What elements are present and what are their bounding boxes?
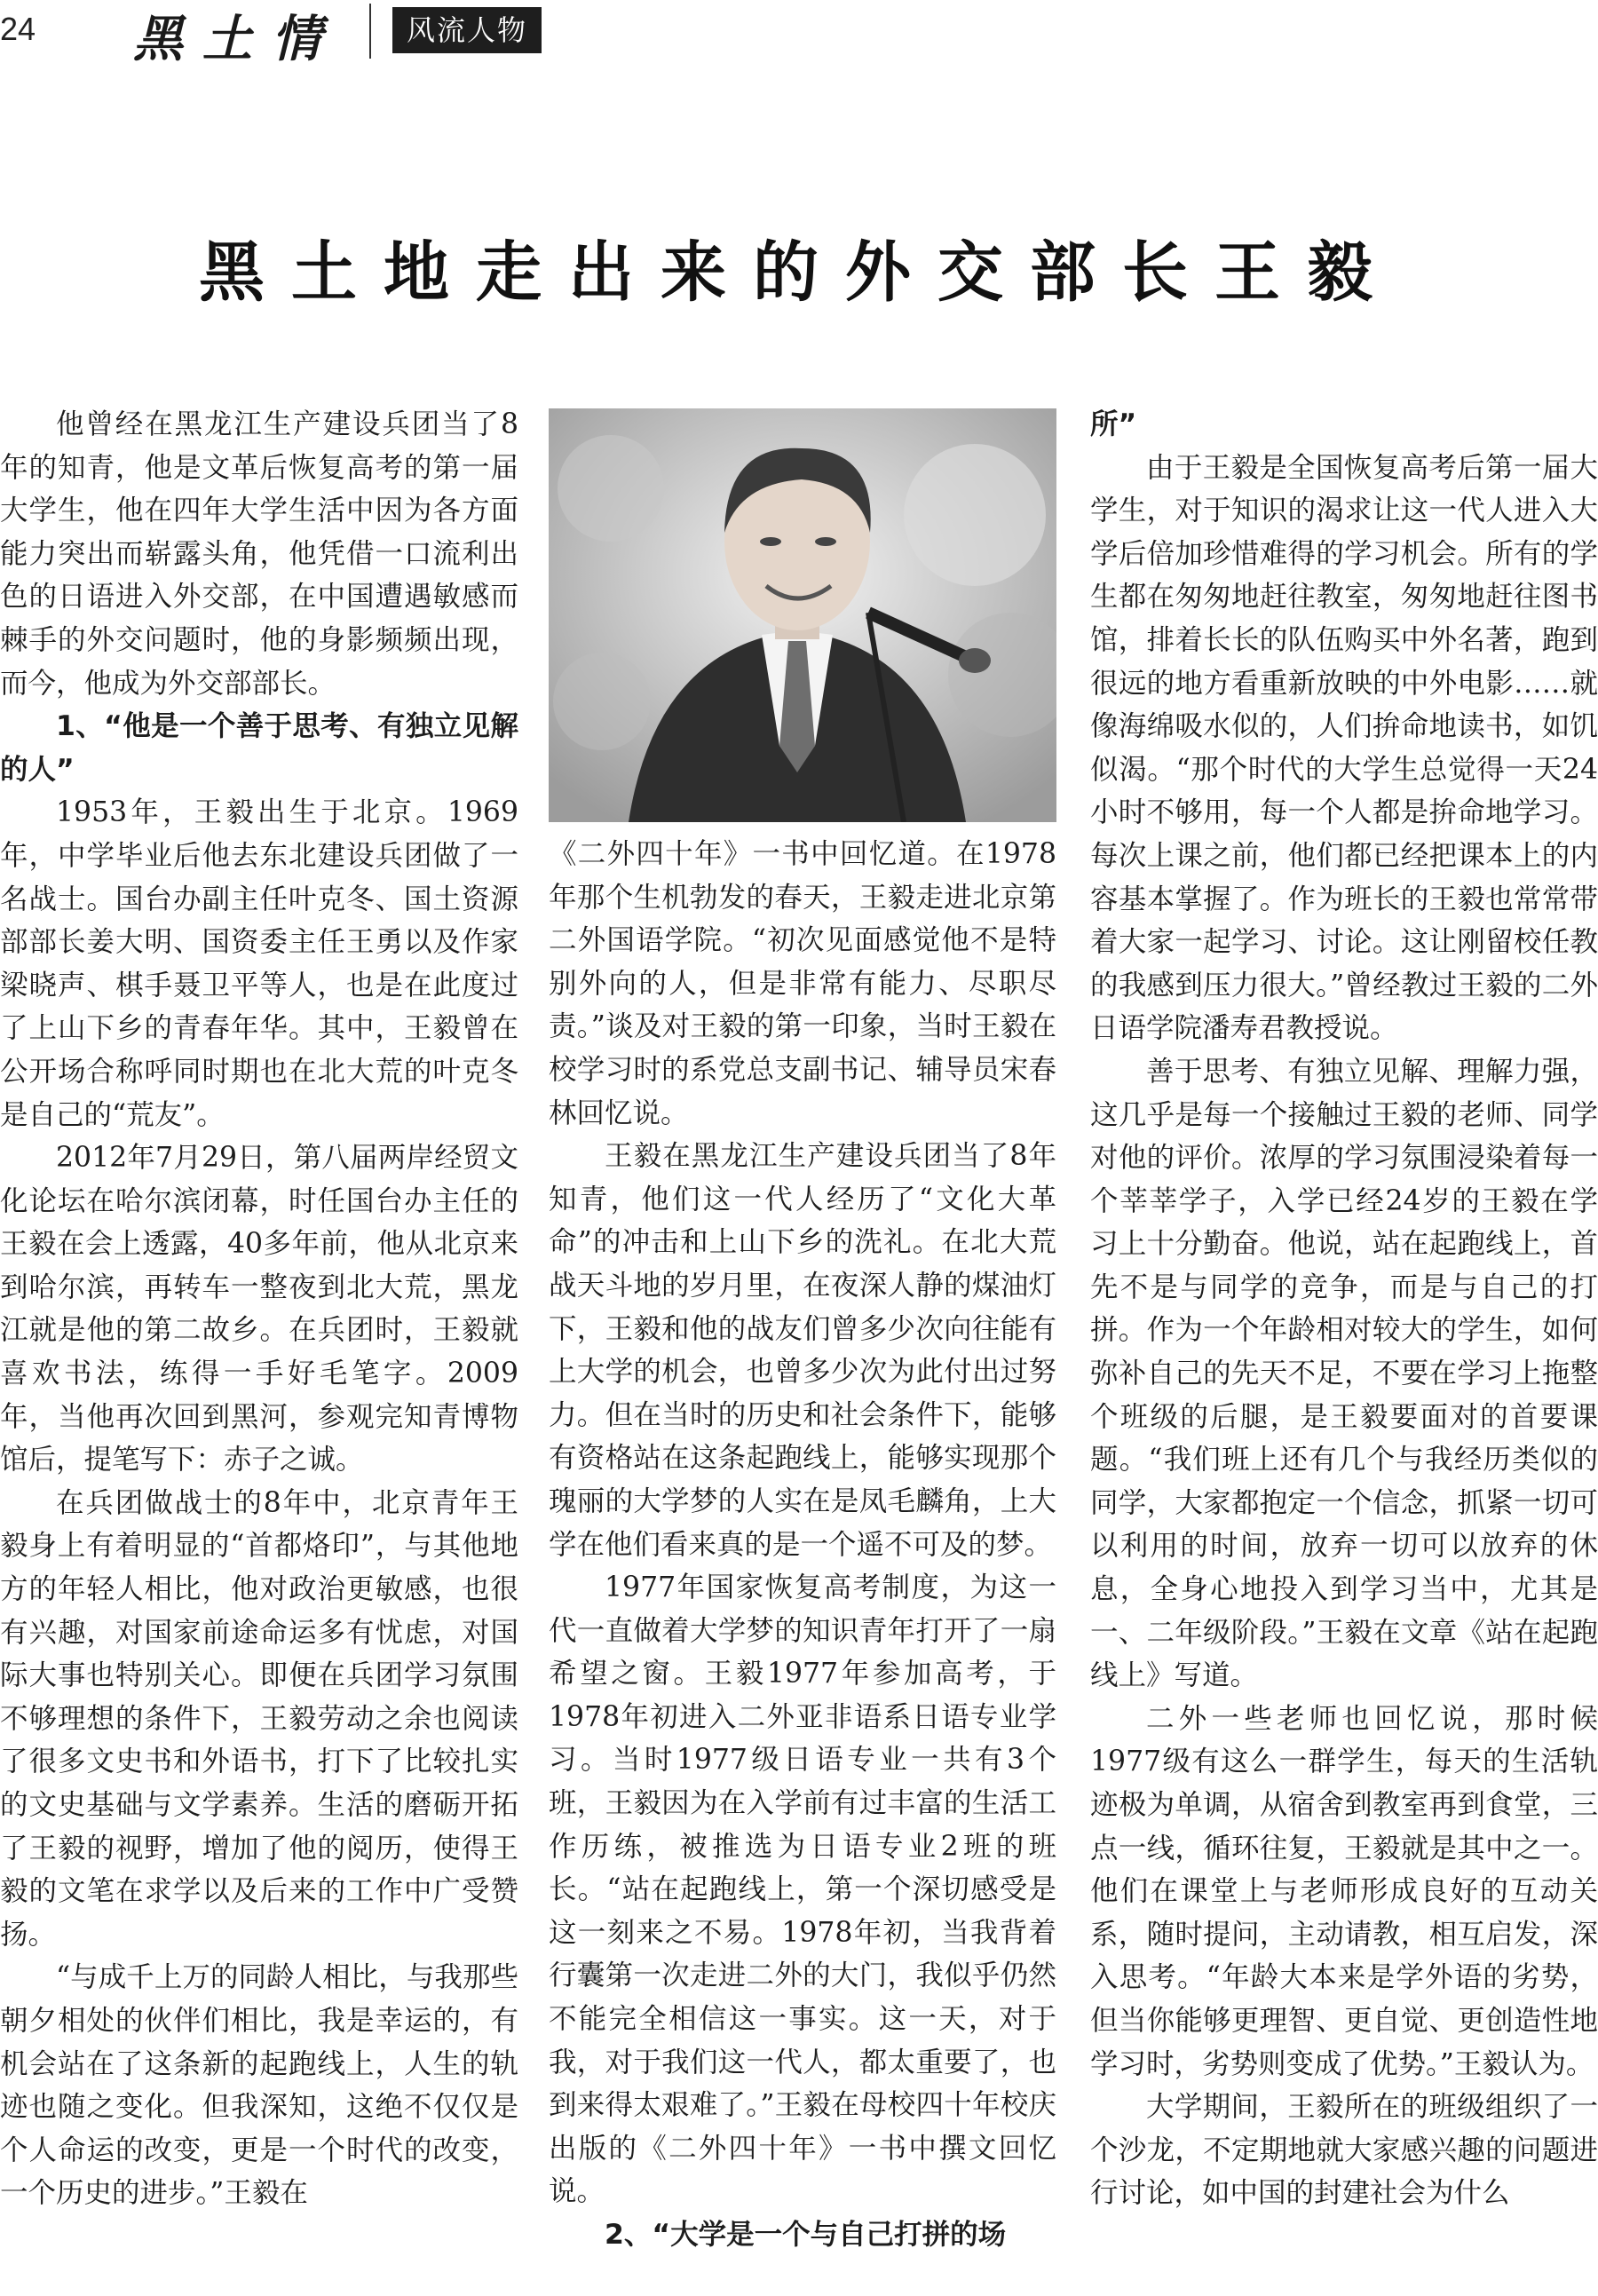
article-column-2 bbox=[549, 403, 1056, 2296]
subheading: 2、“大学是一个与自己打拼的场 bbox=[605, 2219, 1007, 2251]
subheading: 1、“他是一个善于思考、有独立见解的人” bbox=[0, 710, 518, 786]
paragraph: 大学期间，王毅所在的班级组织了一个沙龙，不定期地就大家感兴趣的问题进行讨论，如中国的封建社会为什么 bbox=[1090, 2091, 1598, 2210]
column-2-text bbox=[549, 833, 1056, 2257]
page-number: 24 bbox=[0, 11, 36, 47]
paragraph: 王毅在黑龙江生产建设兵团当了8年知青，他们这一代人经历了“文化大革命”的冲击和上山下乡的洗礼。在北大荒战天斗地的岁月里，在夜深人静的煤油灯下，王毅和他的战友们曾多少次向往能有上大学的机会，也曾多少次为此付出过努力。但在当时的历史和社会条件下，能够有资格站在这条起跑线上，能够实现那个瑰丽的大学梦的人实在是凤毛麟角，上大学在他们看来真的是一个遥不可及的梦。 bbox=[549, 1140, 1056, 1561]
section-tag: 风流人物 bbox=[392, 7, 542, 53]
paragraph: 他曾经在黑龙江生产建设兵团当了8年的知青，他是文革后恢复高考的第一届大学生，他在四年大学生活中因为各方面能力突出而崭露头角，他凭借一口流利出色的日语进入外交部，在中国遭遇敏感而棘手的外交问题时，他的身影频频出现，而今，他成为外交部部长。 bbox=[0, 408, 518, 700]
paragraph: 善于思考、有独立见解、理解力强，这几乎是每一个接触过王毅的老师、同学对他的评价。浓厚的学习氛围浸染着每一个莘莘学子，入学已经24岁的王毅在学习上十分勤奋。他说，站在起跑线上，首先不是与同学的竞争，而是与自己的打拼。作为一个年龄相对较大的学生，如何弥补自己的先天不足，不要在学习上拖整个班级的后腿，是王毅要面对的首要课题。“我们班上还有几个与我经历类似的同学，大家都抱定一个信念，抓紧一切可以利用的时间，放弃一切可以放弃的休息，全身心地投入到学习当中，尤其是一、二年级阶段。”王毅在文章《站在起跑线上》写道。 bbox=[1090, 1055, 1598, 1692]
paragraph: 《二外四十年》一书中回忆道。在1978年那个生机勃发的春天，王毅走进北京第二外国语学院。“初次见面感觉他不是特别外向的人，但是非常有能力、尽职尽责。”谈及对王毅的第一印象，当时王毅在校学习时的系党总支副书记、辅导员宋春林回忆说。 bbox=[549, 838, 1056, 1129]
article-title: 黑土地走出来的外交部长王毅 bbox=[199, 234, 1399, 311]
subheading-continued: 所” bbox=[1090, 408, 1137, 440]
paragraph: “与成千上万的同龄人相比，与我那些朝夕相处的伙伴们相比，我是幸运的，有机会站在了这条新的起跑线上，人生的轨迹也随之变化。但我深知，这绝不仅仅是个人命运的改变，更是一个时代的改变，一个历史的进步。”王毅在 bbox=[0, 1961, 518, 2210]
article-column-3 bbox=[1090, 403, 1598, 2296]
paragraph: 1977年国家恢复高考制度，为这一代一直做着大学梦的知识青年打开了一扇希望之窗。王毅1977年参加高考，于1978年初进入二外亚非语系日语专业学习。当时1977级日语专业一共有3个班，王毅因为在入学前有过丰富的生活工作历练，被推选为日语专业2班的班长。“站在起跑线上，第一个深切感受是这一刻来之不易。1978年初，当我背着行囊第一次走进二外的大门，我似乎仍然不能完全相信这一事实。这一天，对于我，对于我们这一代人，都太重要了，也到来得太艰难了。”王毅在母校四十年校庆出版的《二外四十年》一书中撰文回忆说。 bbox=[549, 1572, 1056, 2208]
paragraph: 在兵团做战士的8年中，北京青年王毅身上有着明显的“首都烙印”，与其他地方的年轻人相比，他对政治更敏感，也很有兴趣，对国家前途命运多有忧虑，对国际大事也特别关心。即便在兵团学习氛围不够理想的条件下，王毅劳动之余也阅读了很多文史书和外语书，打下了比较扎实的文史基础与文学素养。生活的磨砺开拓了王毅的视野，增加了他的阅历，使得王毅的文笔在求学以及后来的工作中广受赞扬。 bbox=[0, 1486, 518, 1951]
masthead-logo: 黑土情 bbox=[133, 10, 341, 68]
paragraph: 2012年7月29日，第八届两岸经贸文化论坛在哈尔滨闭幕，时任国台办主任的王毅在会上透露，40多年前，他从北京来到哈尔滨，再转车一整夜到北大荒，黑龙江就是他的第二故乡。在兵团时，王毅就喜欢书法，练得一手好毛笔字。2009年，当他再次回到黑河，参观完知青博物馆后，提笔写下：赤子之诚。 bbox=[0, 1142, 518, 1477]
portrait-photo-icon bbox=[549, 408, 1056, 822]
paragraph: 由于王毅是全国恢复高考后第一届大学生，对于知识的渴求让这一代人进入大学后倍加珍惜难得的学习机会。所有的学生都在匆匆地赶往教室，匆匆地赶往图书馆，排着长长的队伍购买中外名著，跑到很远的地方看重新放映的中外电影……就像海绵吸水似的，人们拚命地读书，如饥似渴。“那个时代的大学生总觉得一天24小时不够用，每一个人都是拚命地学习。每次上课之前，他们都已经把课本上的内容基本掌握了。作为班长的王毅也常常带着大家一起学习、讨论。这让刚留校任教的我感到压力很大。”曾经教过王毅的二外日语学院潘寿君教授说。 bbox=[1090, 451, 1598, 1045]
paragraph: 二外一些老师也回忆说，那时候1977级有这么一群学生，每天的生活轨迹极为单调，从宿舍到教室再到食堂，三点一线，循环往复，王毅就是其中之一。他们在课堂上与老师形成良好的互动关系，随时提问，主动请教，相互启发，深入思考。“年龄大本来是学外语的劣势，但当你能够更理智、更自觉、更创造性地学习时，劣势则变成了优势。”王毅认为。 bbox=[1090, 1702, 1598, 2080]
portrait-photo bbox=[549, 408, 1056, 822]
article-column-1 bbox=[0, 403, 518, 2296]
paragraph: 1953年，王毅出生于北京。1969年，中学毕业后他去东北建设兵团做了一名战士。国台办副主任叶克冬、国土资源部部长姜大明、国资委主任王勇以及作家梁晓声、棋手聂卫平等人，也是在此度过了上山下乡的青春年华。其中，王毅曾在公开场合称呼同时期也在北大荒的叶克冬是自己的“荒友”。 bbox=[0, 796, 518, 1131]
masthead-divider bbox=[369, 4, 371, 59]
